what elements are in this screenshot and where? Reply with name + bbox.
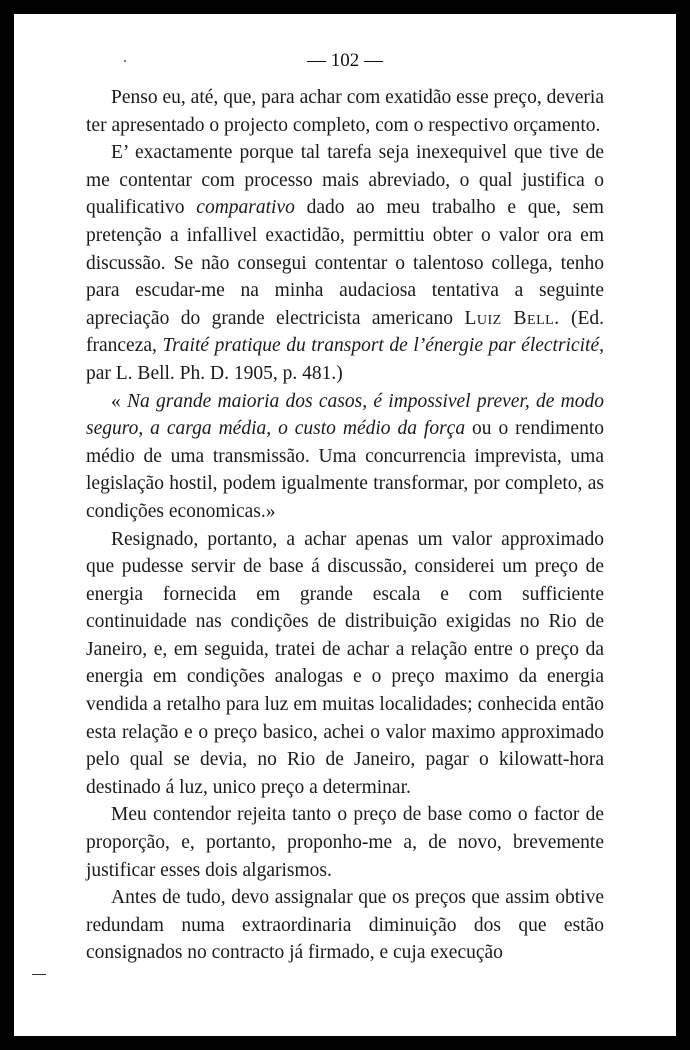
paragraph-5: Meu contendor rejeita tanto o preço de base como o factor de proporção, e, portanto, proponho-me a, de novo, brevemente justificar esses dois algarismos. [86, 804, 604, 881]
body-text [86, 84, 604, 967]
paragraph-2-part-3: (Ed. franceza, [86, 307, 605, 357]
paragraph-2-part-1: E’ exactamente porque tal tarefa seja inexequivel que tive de me contentar com processo mais abreviado, o qual justifica o qualificativo [86, 142, 604, 219]
cited-book-title: Traité pratique du transport de l’énergie par électricité, [162, 335, 604, 357]
document-page [14, 14, 676, 1036]
paragraph-2-emphasis: comparativo [196, 197, 295, 219]
quotation-paragraph [86, 388, 604, 526]
paragraph-2-part-4: par L. Bell. Ph. D. 1905, p. 481.) [86, 362, 343, 384]
margin-mark [32, 974, 46, 975]
cited-author: Luiz Bell. [464, 307, 560, 329]
paragraph-6: Antes de tudo, devo assignalar que os preços que assim obtive redundam numa extraordinaria diminuição dos que estão consignados no contracto já firmado, e cuja execução [86, 887, 604, 964]
paragraph-4: Resignado, portanto, a achar apenas um valor approximado que pudesse servir de base á discussão, considerei um preço de energia fornecida em grande escala e com sufficiente continuidade nas condições de distribuição exigidas no Rio de Janeiro, e, em seguida, tratei de achar a relação entre o preço da energia em condições analogas e o preço maximo da energia vendida a retalho para luz em muitas localidades; conhecida então esta relação e o preço basico, achei o valor maximo approximado pelo qual se devia, no Rio de Janeiro, pagar o kilowatt-hora destinado á luz, unico preço a determinar. [86, 528, 604, 798]
quotation-emphasis: Na grande maioria dos casos, é impossivel prever, de modo seguro, a carga média, o custo médio da força [86, 390, 604, 440]
page-number: — 102 — [307, 50, 383, 71]
paragraph-2-part-2: dado ao meu trabalho e que, sem pretenção a infallivel exactidão, permittiu obter o valor ora em discussão. Se não consegui contentar o talentoso collega, tenho para escudar-me na minha audaciosa tentativa a seguinte apreciação do grande electricista americano [86, 197, 604, 329]
paragraph-2 [86, 139, 604, 387]
paragraph-1: Penso eu, até, que, para achar com exatidão esse preço, deveria ter apresentado o projecto completo, com o respectivo orçamento. [86, 87, 604, 136]
quotation-open-mark: « [111, 390, 128, 412]
quotation-rest: ou o rendimento médio de uma transmissão. Uma concurrencia imprevista, uma legislação hostil, podem igualmente transformar, por completo, as condições economicas.» [86, 418, 604, 522]
